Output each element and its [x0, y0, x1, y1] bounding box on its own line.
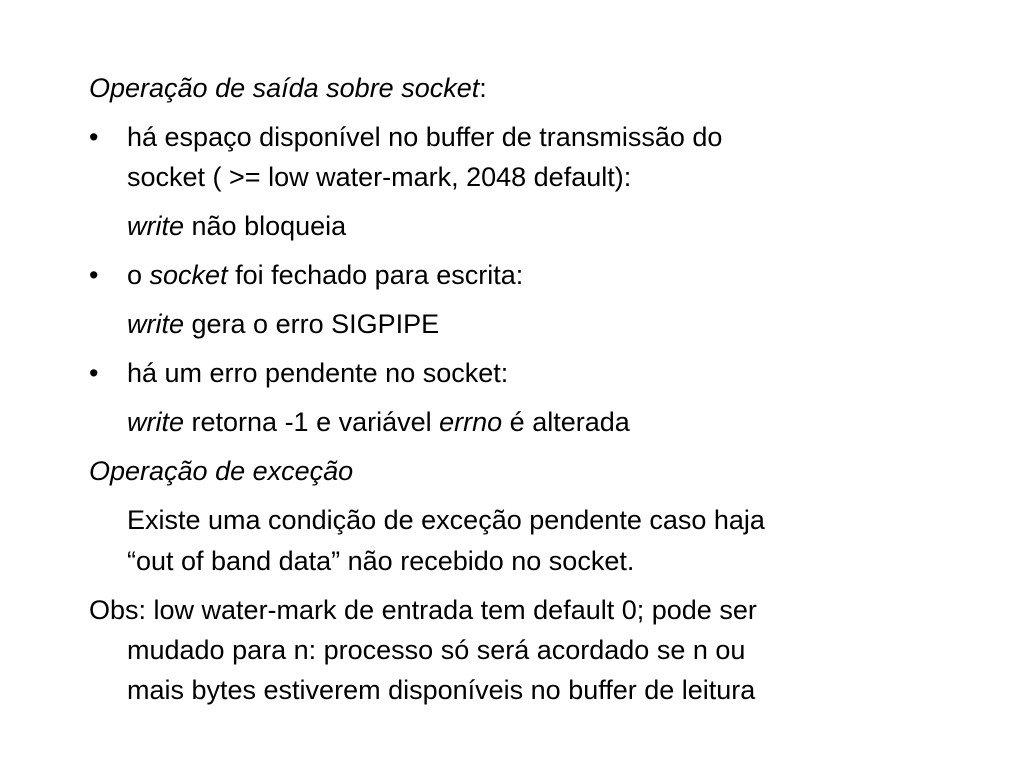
- obs-line-1: Obs: low water-mark de entrada tem default 0; pode ser: [89, 595, 757, 625]
- bullet-2-suffix: foi fechado para escrita:: [227, 260, 524, 290]
- obs-line-3: mais bytes estiverem disponíveis no buffer de leitura: [127, 675, 756, 705]
- bullet-3-result-write: write: [127, 407, 185, 437]
- bullet-3-result: [127, 406, 630, 438]
- bullet-1-line-1: há espaço disponível no buffer de transmissão do: [127, 122, 723, 152]
- heading-output-colon: :: [479, 73, 487, 103]
- bullet-3-line-1: há um erro pendente no socket:: [127, 358, 509, 388]
- obs-line-2: mudado para n: processo só será acordado se n ou: [127, 635, 746, 665]
- bullet-3-result-errno: errno: [439, 407, 503, 437]
- bullet-1-result-write: write: [127, 211, 185, 241]
- bullet-1-line-2: socket ( >= low water-mark, 2048 default):: [127, 162, 632, 192]
- heading-exception-operation: Operação de exceção: [89, 456, 354, 486]
- heading-output-operation: [89, 72, 487, 104]
- heading-output-italic: Operação de saída sobre socket: [89, 73, 480, 103]
- bullet-3-result-mid: retorna -1 e variável: [184, 407, 440, 437]
- exception-line-2: “out of band data” não recebido no socket.: [127, 546, 635, 576]
- bullet-2-prefix: o: [127, 260, 150, 290]
- bullet-1-result: [127, 210, 346, 242]
- bullet-2-result: [127, 308, 439, 340]
- bullet-2-result-text: gera o erro SIGPIPE: [184, 309, 440, 339]
- bullet-2-socket: socket: [149, 260, 228, 290]
- bullet-2-result-write: write: [127, 309, 185, 339]
- exception-line-1: Existe uma condição de exceção pendente caso haja: [127, 505, 765, 535]
- bullet-3-result-end: é alterada: [502, 407, 630, 437]
- bullet-2-line-1: [127, 259, 523, 291]
- bullet-1-result-text: não bloqueia: [184, 211, 347, 241]
- bullet-marker-2: •: [89, 260, 99, 290]
- bullet-marker-3: •: [89, 358, 99, 388]
- bullet-marker-1: •: [89, 122, 99, 152]
